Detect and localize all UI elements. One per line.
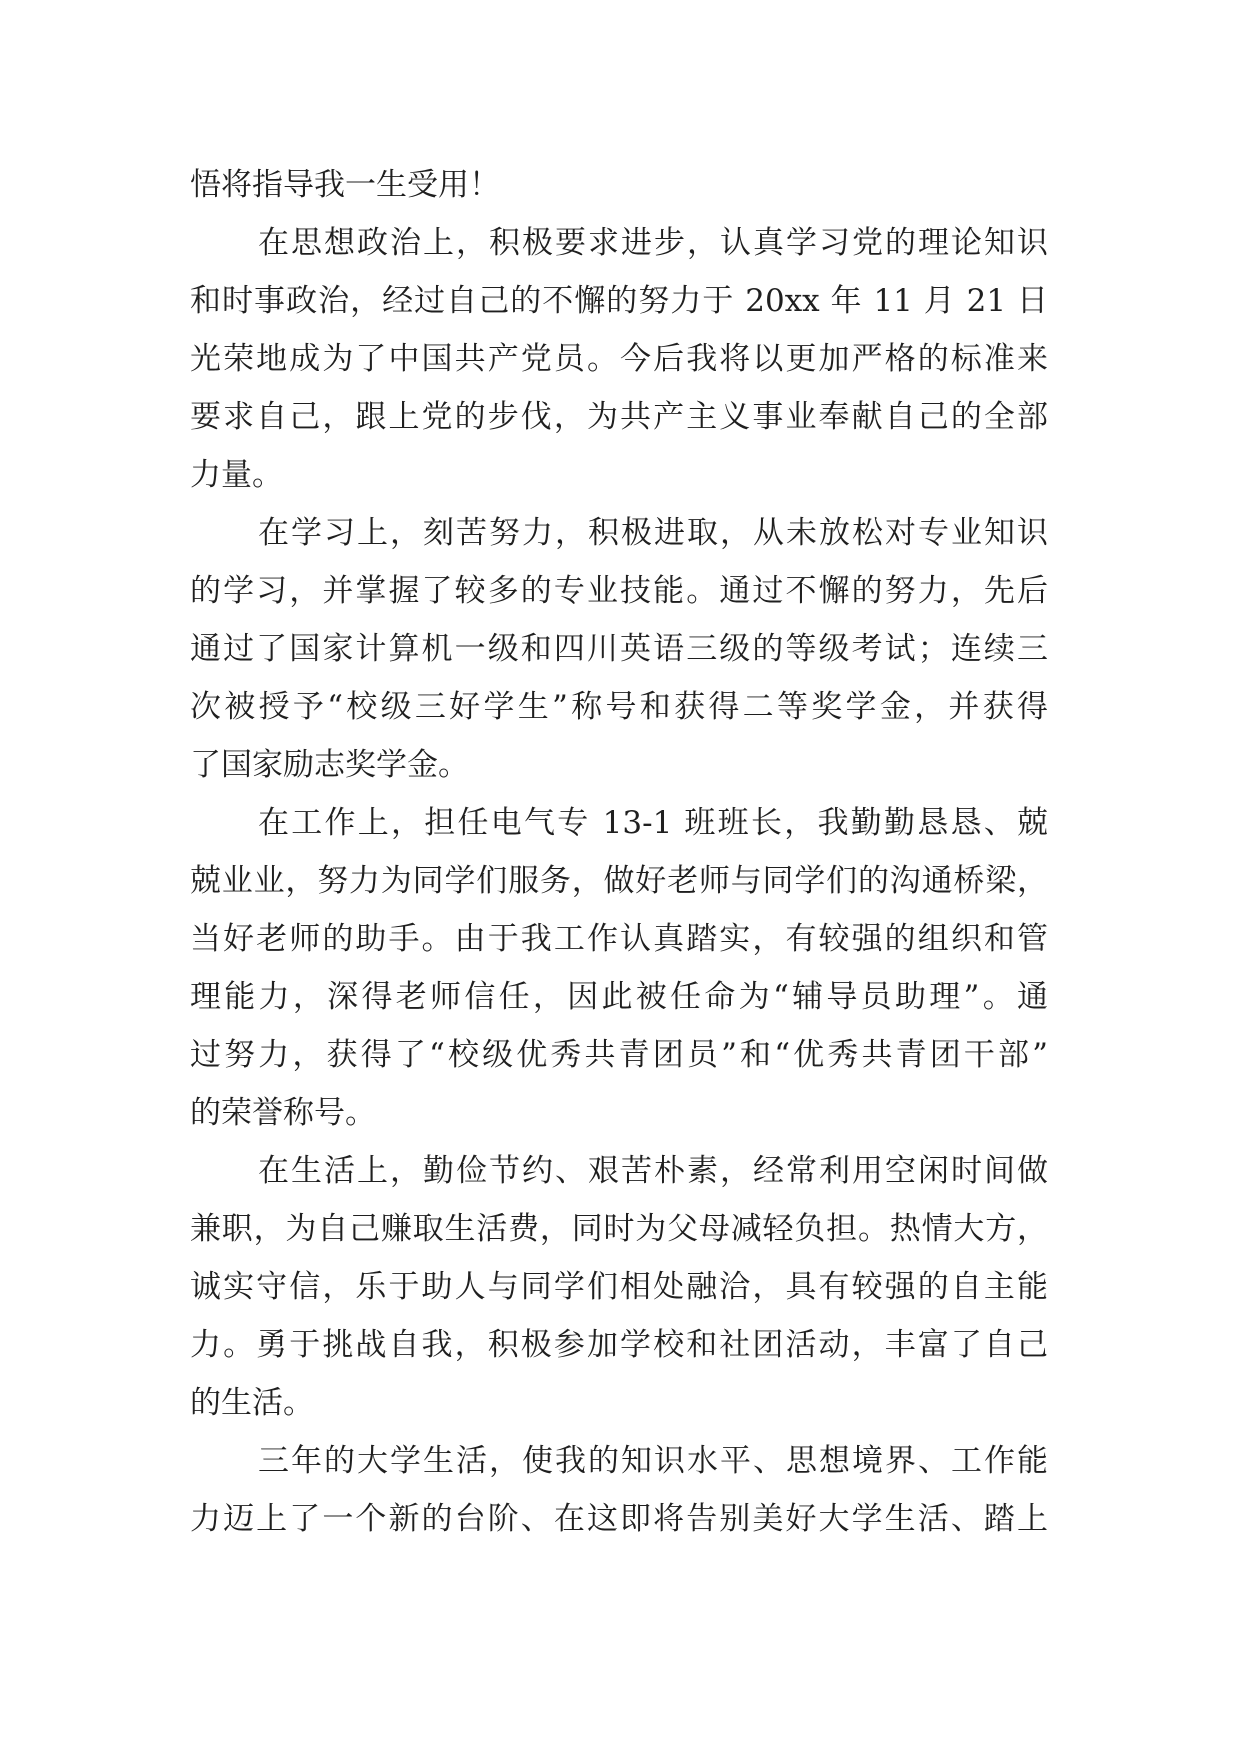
paragraph-life	[190, 1142, 1048, 1432]
text-line: 兢业业，努力为同学们服务，做好老师与同学们的沟通桥梁，	[190, 863, 1048, 899]
text-line: 诚实守信，乐于助人与同学们相处融洽，具有较强的自主能	[190, 1269, 1048, 1305]
text-line: 和时事政治，经过自己的不懈的努力于 20xx 年 11 月 21 日	[190, 283, 1048, 319]
text-line: 了国家励志奖学金。	[190, 747, 469, 783]
text-line: 在工作上，担任电气专 13-1 班班长，我勤勤恳恳、兢	[258, 805, 1048, 841]
text-line: 在思想政治上，积极要求进步，认真学习党的理论知识	[258, 225, 1048, 261]
paragraph-work	[190, 794, 1048, 1142]
text-line: 的荣誉称号。	[190, 1095, 376, 1131]
text-line: 的生活。	[190, 1385, 314, 1421]
text-line: 在生活上，勤俭节约、艰苦朴素，经常利用空闲时间做	[258, 1153, 1048, 1189]
text-line: 要求自己，跟上党的步伐，为共产主义事业奉献自己的全部	[190, 399, 1048, 435]
text-line: 理能力，深得老师信任，因此被任命为“辅导员助理”。通	[190, 979, 1048, 1015]
text-line: 通过了国家计算机一级和四川英语三级的等级考试；连续三	[190, 631, 1048, 667]
paragraph-summary	[190, 1432, 1048, 1548]
text-line: 过努力，获得了“校级优秀共青团员”和“优秀共青团干部”	[190, 1037, 1048, 1073]
text-line: 力迈上了一个新的台阶、在这即将告别美好大学生活、踏上	[190, 1501, 1048, 1537]
text-line: 力。勇于挑战自我，积极参加学校和社团活动，丰富了自己	[190, 1327, 1048, 1363]
text-line: 当好老师的助手。由于我工作认真踏实，有较强的组织和管	[190, 921, 1048, 957]
text-line: 的学习，并掌握了较多的专业技能。通过不懈的努力，先后	[190, 573, 1048, 609]
paragraph-continuation	[190, 156, 1048, 214]
document-body	[190, 156, 1048, 1548]
text-line: 力量。	[190, 457, 283, 493]
paragraph-politics	[190, 214, 1048, 504]
paragraph-study	[190, 504, 1048, 794]
text-line: 悟将指导我一生受用！	[190, 167, 500, 203]
text-line: 在学习上，刻苦努力，积极进取，从未放松对专业知识	[258, 515, 1048, 551]
text-line: 光荣地成为了中国共产党员。今后我将以更加严格的标准来	[190, 341, 1048, 377]
text-line: 三年的大学生活，使我的知识水平、思想境界、工作能	[258, 1443, 1048, 1479]
text-line: 次被授予“校级三好学生”称号和获得二等奖学金，并获得	[190, 689, 1048, 725]
text-line: 兼职，为自己赚取生活费，同时为父母减轻负担。热情大方，	[190, 1211, 1048, 1247]
